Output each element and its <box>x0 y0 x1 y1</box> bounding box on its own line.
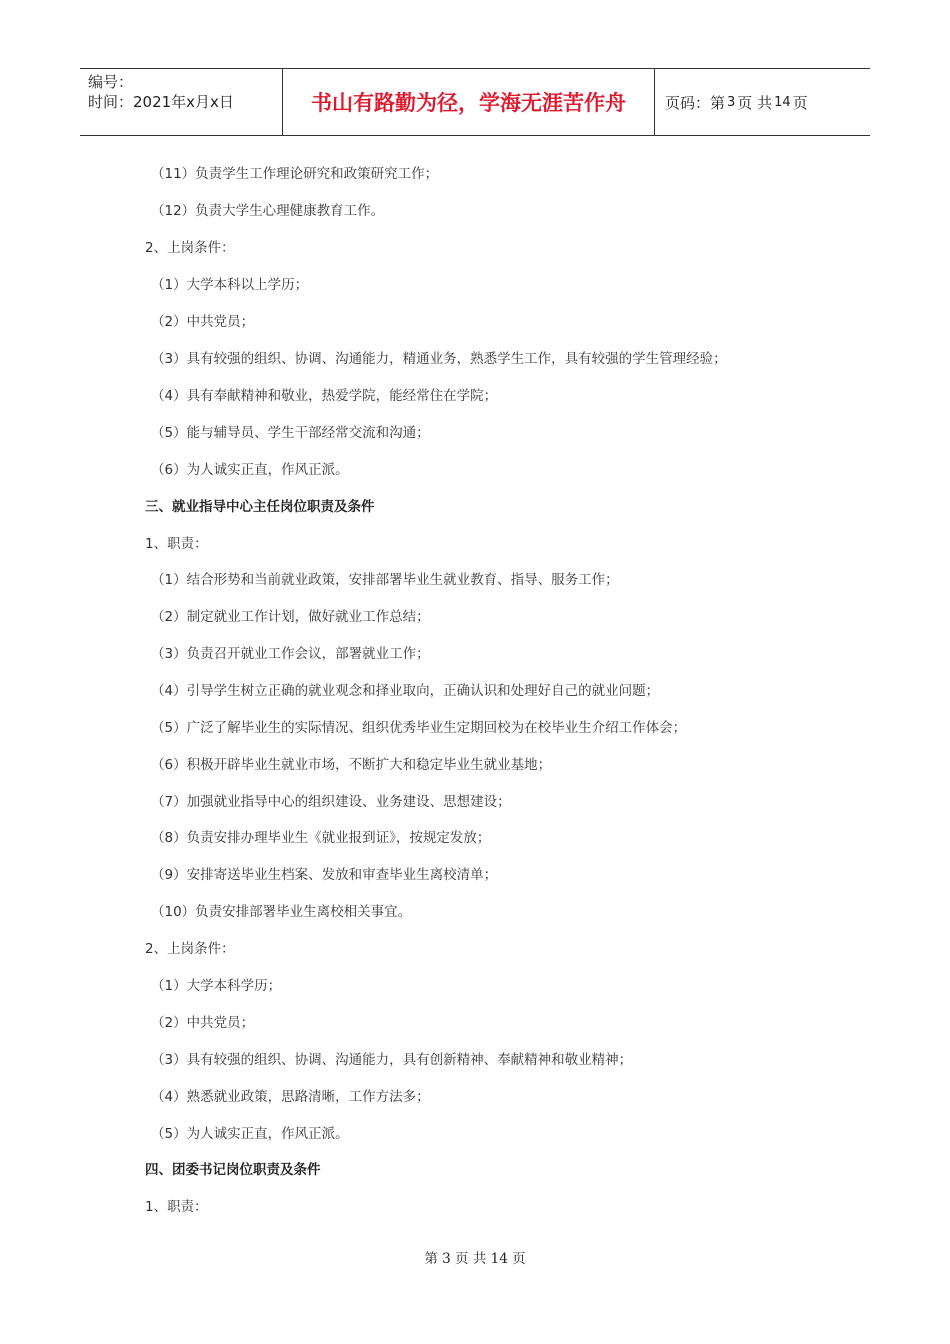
paragraph-line: 2、上岗条件： <box>145 240 235 256</box>
paragraph-line: （5）为人诚实正直，作风正派。 <box>151 1126 349 1142</box>
paragraph-line: （4）具有奉献精神和敬业，热爱学院，能经常住在学院； <box>151 388 498 404</box>
paragraph-line: （10）负责安排部署毕业生离校相关事宜。 <box>151 904 412 920</box>
paragraph-line: 1、职责： <box>145 536 208 552</box>
page-suffix: 页 <box>792 93 808 112</box>
page-prefix: 页码：第 <box>665 93 726 112</box>
paragraph-line: （5）能与辅导员、学生干部经常交流和沟通； <box>151 425 430 441</box>
paragraph-line: （3）负责召开就业工作会议，部署就业工作； <box>151 646 430 662</box>
section-heading: 三、就业指导中心主任岗位职责及条件 <box>145 499 375 515</box>
section-heading: 四、团委书记岗位职责及条件 <box>145 1162 321 1178</box>
paragraph-line: 1、职责： <box>145 1199 208 1215</box>
paragraph-line: （2）中共党员； <box>151 1015 255 1031</box>
paragraph-line: （11）负责学生工作理论研究和政策研究工作； <box>151 166 439 182</box>
header-motto: 书山有路勤为径，学海无涯苦作舟 <box>282 69 655 135</box>
paragraph-line: （1）大学本科学历； <box>151 978 282 994</box>
paragraph-line: （8）负责安排办理毕业生《就业报到证》，按规定发放； <box>151 830 491 846</box>
page-footer: 第 3 页 共 14 页 <box>424 1251 526 1267</box>
paragraph-line: （3）具有较强的组织、协调、沟通能力，精通业务，熟悉学生工作，具有较强的学生管理经验； <box>151 351 727 367</box>
paragraph-line: （4）引导学生树立正确的就业观念和择业取向，正确认识和处理好自己的就业问题； <box>151 683 660 699</box>
paragraph-line: （9）安排寄送毕业生档案、发放和审查毕业生离校清单； <box>151 867 498 883</box>
paragraph-line: （4）熟悉就业政策，思路清晰，工作方法多； <box>151 1089 430 1105</box>
paragraph-line: （1）大学本科以上学历； <box>151 277 309 293</box>
header-meta <box>80 69 282 135</box>
paragraph-line: （1）结合形势和当前就业政策，安排部署毕业生就业教育、指导、服务工作； <box>151 572 619 588</box>
paragraph-line: （2）中共党员； <box>151 314 255 330</box>
header-page-number <box>655 69 870 135</box>
page-mid: 页 共 <box>737 93 773 112</box>
paragraph-line: （6）为人诚实正直，作风正派。 <box>151 462 349 478</box>
page-header <box>80 68 870 136</box>
page-current: 3 <box>727 94 736 110</box>
paragraph-line: （7）加强就业指导中心的组织建设、业务建设、思想建设； <box>151 794 511 810</box>
document-number-label: 编号： <box>88 73 134 91</box>
paragraph-line: （6）积极开辟毕业生就业市场，不断扩大和稳定毕业生就业基地； <box>151 757 552 773</box>
paragraph-line: （5）广泛了解毕业生的实际情况、组织优秀毕业生定期回校为在校毕业生介绍工作体会； <box>151 720 687 736</box>
document-date: 时间：2021年x月x日 <box>88 93 234 111</box>
paragraph-line: （3）具有较强的组织、协调、沟通能力，具有创新精神、奉献精神和敬业精神； <box>151 1052 633 1068</box>
paragraph-line: （12）负责大学生心理健康教育工作。 <box>151 203 385 219</box>
paragraph-line: （2）制定就业工作计划，做好就业工作总结； <box>151 609 430 625</box>
paragraph-line: 2、上岗条件： <box>145 941 235 957</box>
page-total: 14 <box>774 94 791 110</box>
